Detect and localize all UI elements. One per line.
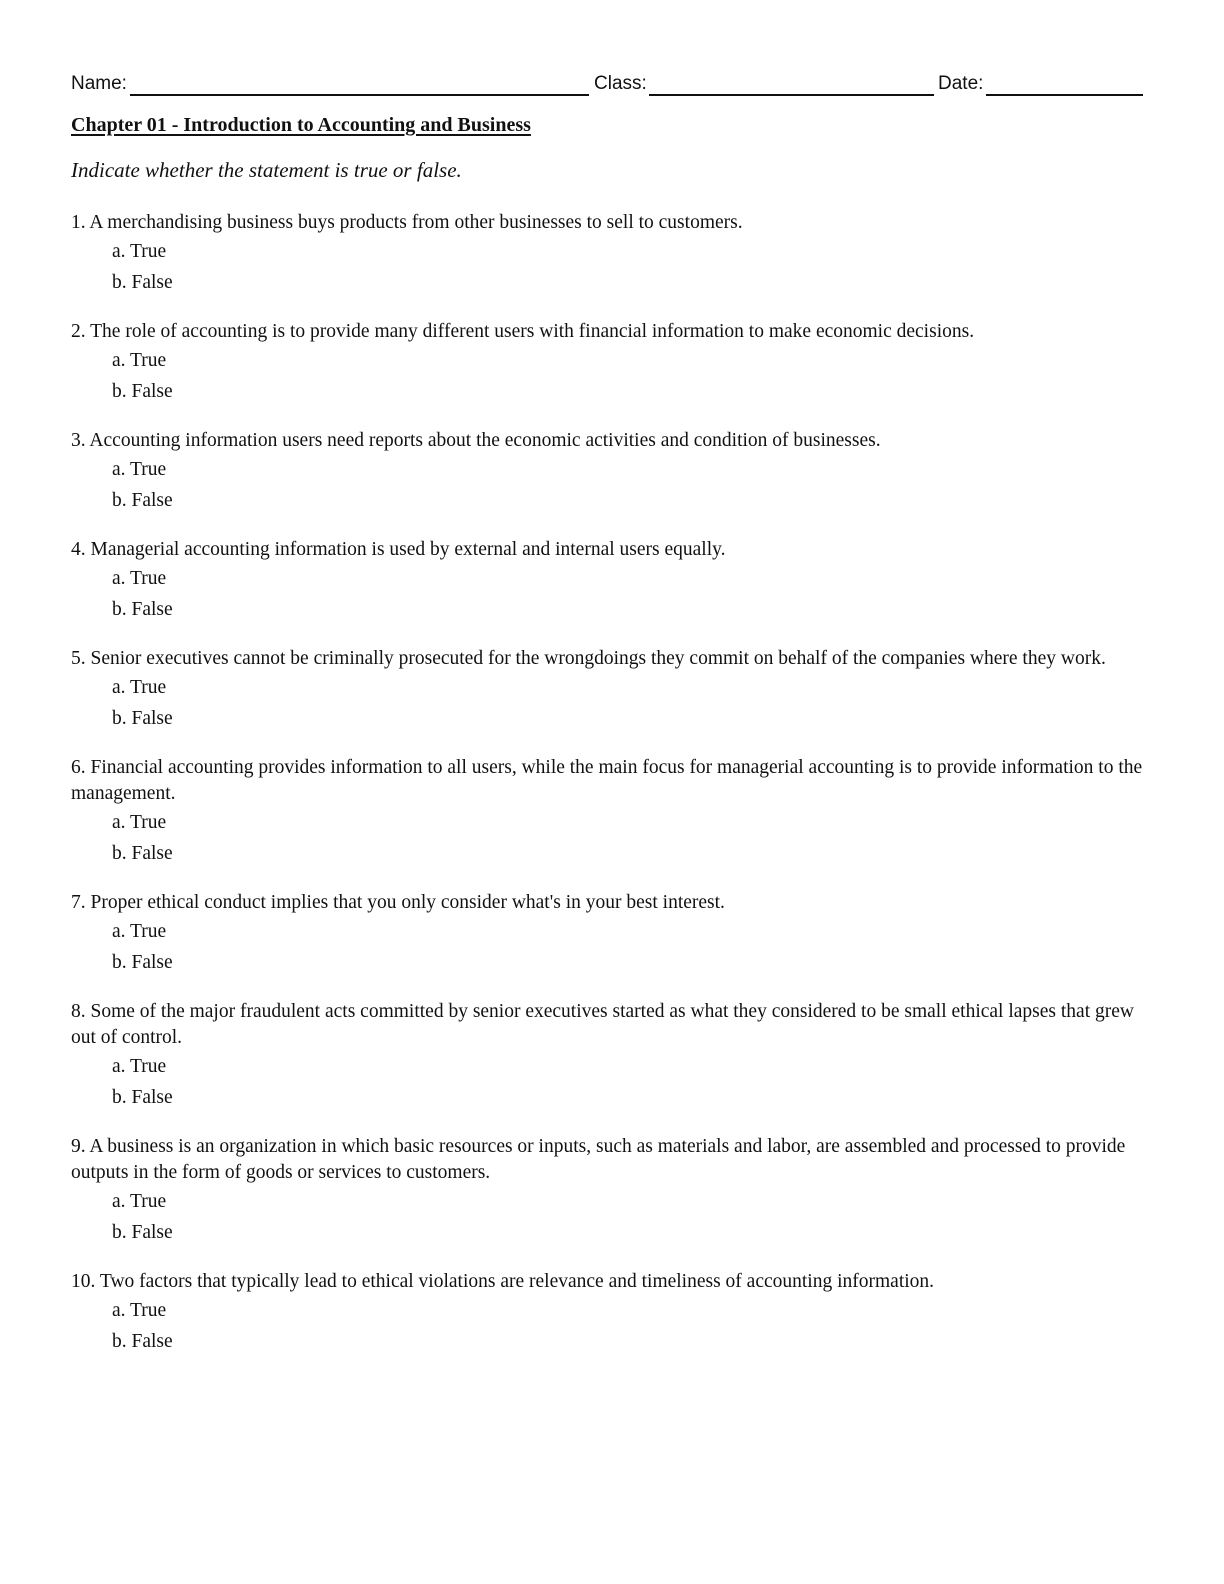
question-text: 9. A business is an organization in which basic resources or inputs, such as materials and labor, are assembled and processed to provide outputs in the form of goods or services to customers. — [71, 1136, 1126, 1183]
question-item — [71, 646, 1151, 734]
question-text: 8. Some of the major fraudulent acts committed by senior executives started as what they considered to be small ethical lapses that grew out of control. — [71, 1001, 1134, 1048]
choice-false[interactable]: b. False — [112, 708, 173, 729]
choice-false[interactable]: b. False — [112, 381, 173, 402]
question-list — [71, 210, 1151, 1378]
choice-true[interactable]: a. True — [112, 677, 167, 698]
class-label: Class: — [594, 73, 647, 94]
choice-false[interactable]: b. False — [112, 1331, 173, 1352]
question-item — [71, 1134, 1151, 1248]
instructions-text: Indicate whether the statement is true or false. — [71, 158, 462, 182]
question-item — [71, 319, 1151, 407]
choice-true[interactable]: a. True — [112, 568, 167, 589]
choice-false[interactable]: b. False — [112, 599, 173, 620]
choice-true[interactable]: a. True — [112, 459, 167, 480]
question-text: 6. Financial accounting provides information to all users, while the main focus for managerial accounting is to provide information to the management. — [71, 757, 1143, 804]
question-item — [71, 1269, 1151, 1357]
question-text: 5. Senior executives cannot be criminally prosecuted for the wrongdoings they commit on behalf of the companies where they work. — [71, 648, 1106, 669]
question-item — [71, 890, 1151, 978]
question-text: 1. A merchandising business buys products from other businesses to sell to customers. — [71, 212, 743, 233]
choice-true[interactable]: a. True — [112, 241, 167, 262]
choice-true[interactable]: a. True — [112, 350, 167, 371]
question-text: 10. Two factors that typically lead to ethical violations are relevance and timeliness of accounting information. — [71, 1271, 935, 1292]
choice-true[interactable]: a. True — [112, 921, 167, 942]
class-field[interactable] — [649, 94, 934, 96]
choice-false[interactable]: b. False — [112, 843, 173, 864]
choice-false[interactable]: b. False — [112, 490, 173, 511]
date-label: Date: — [938, 73, 984, 94]
student-info-header — [71, 70, 1143, 98]
question-text: 7. Proper ethical conduct implies that you only consider what's in your best interest. — [71, 892, 725, 913]
choice-true[interactable]: a. True — [112, 812, 167, 833]
question-item — [71, 428, 1151, 516]
chapter-title: Chapter 01 - Introduction to Accounting and Business — [71, 114, 531, 136]
question-text: 2. The role of accounting is to provide many different users with financial information to make economic decisions. — [71, 321, 975, 342]
question-item — [71, 537, 1151, 625]
date-field[interactable] — [986, 94, 1143, 96]
question-text: 3. Accounting information users need reports about the economic activities and condition of businesses. — [71, 430, 881, 451]
name-field[interactable] — [130, 94, 589, 96]
choice-false[interactable]: b. False — [112, 1222, 173, 1243]
name-label: Name: — [71, 73, 127, 94]
choice-true[interactable]: a. True — [112, 1300, 167, 1321]
question-item — [71, 210, 1151, 298]
question-item — [71, 755, 1151, 869]
choice-false[interactable]: b. False — [112, 1087, 173, 1108]
choice-false[interactable]: b. False — [112, 952, 173, 973]
choice-true[interactable]: a. True — [112, 1191, 167, 1212]
question-text: 4. Managerial accounting information is used by external and internal users equally. — [71, 539, 726, 560]
choice-true[interactable]: a. True — [112, 1056, 167, 1077]
question-item — [71, 999, 1151, 1113]
choice-false[interactable]: b. False — [112, 272, 173, 293]
